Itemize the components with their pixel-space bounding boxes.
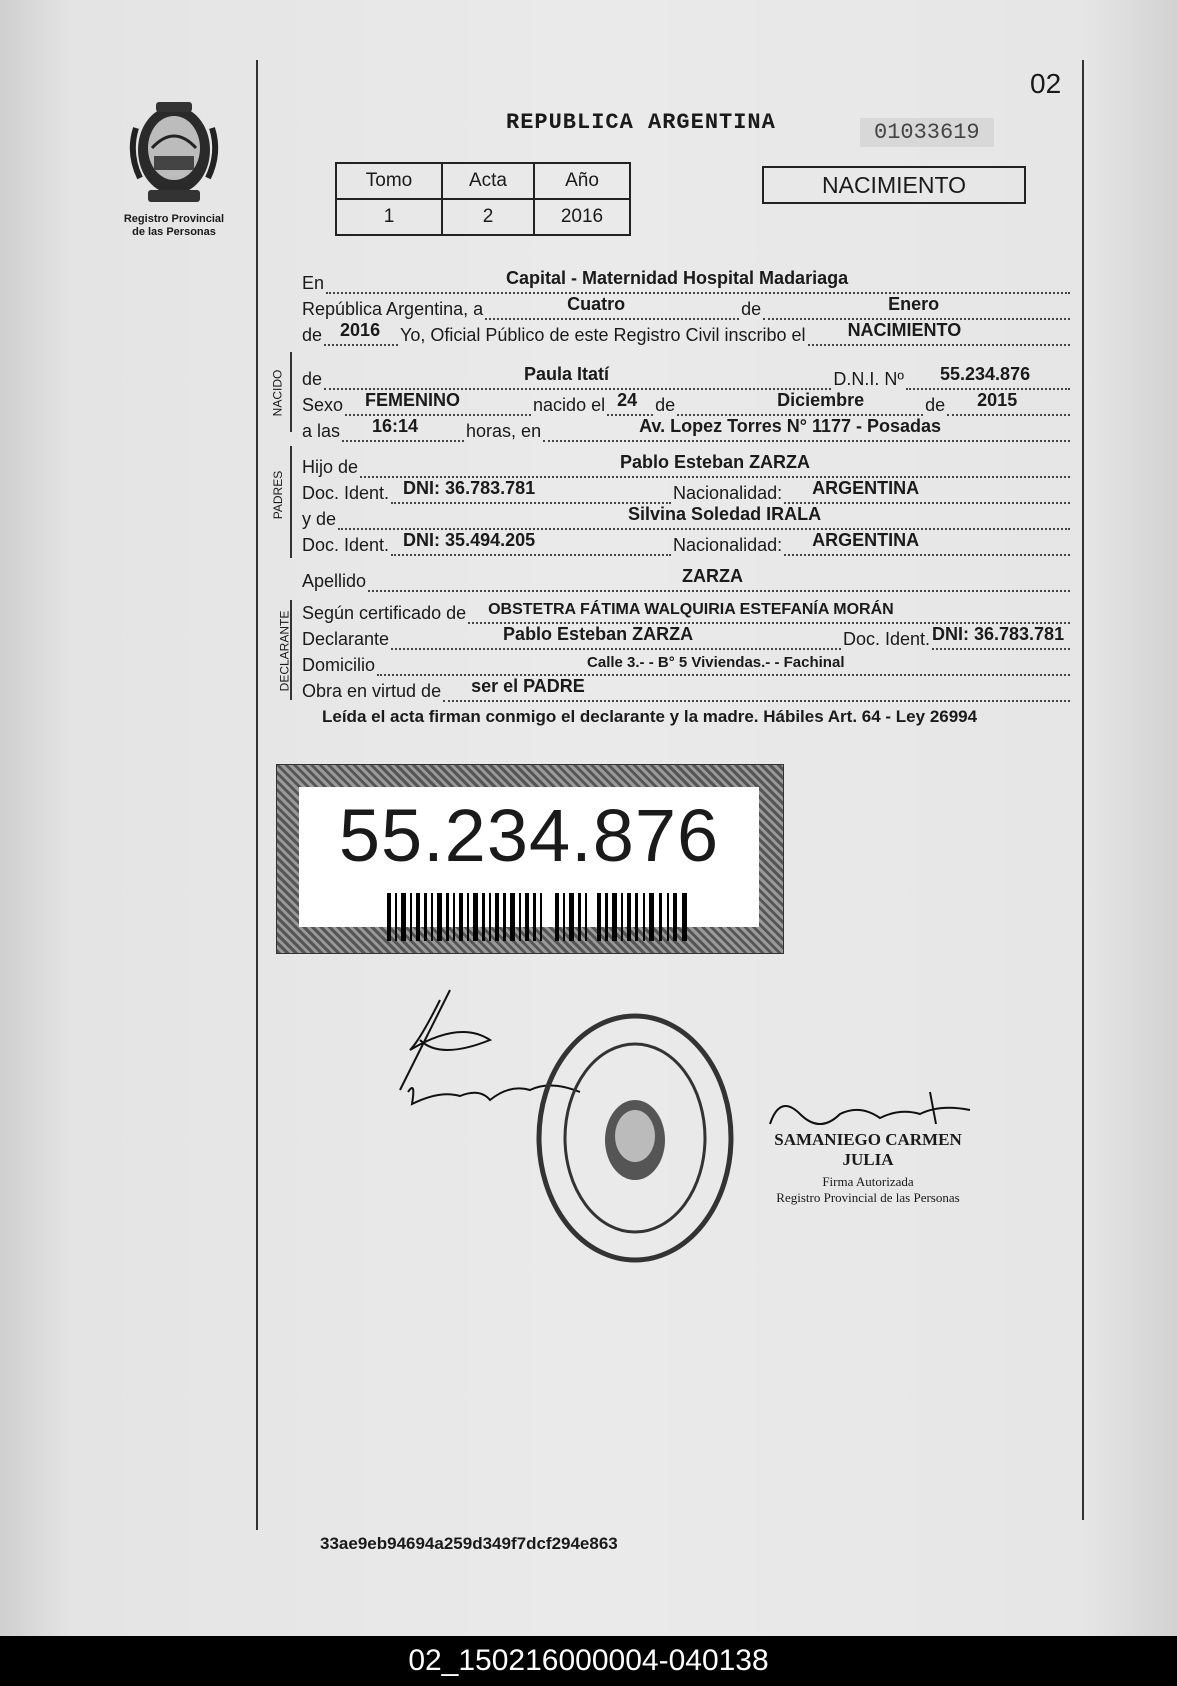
field-domicilio: Domicilio Calle 3.- - B° 5 Viviendas.- - Fachinal: [302, 652, 1072, 676]
record-table-value-row: [336, 199, 630, 235]
side-label-declarante: DECLARANTE: [277, 610, 292, 692]
field-mes-value: Enero: [888, 294, 940, 314]
field-nac-madre-value: ARGENTINA: [812, 530, 920, 550]
field-sexo-nacimiento: Sexo FEMENINO nacido el 24 de Diciembre de 2015: [302, 392, 1072, 416]
closing-text: Leída el acta firman conmigo el declarante y la madre. Hábiles Art. 64 - Ley 26994: [322, 707, 978, 726]
signatory-role: Firma Autorizada: [822, 1174, 914, 1189]
table-header-tomo: Tomo: [336, 163, 442, 199]
field-en: En Capital - Maternidad Hospital Madariaga: [302, 270, 1072, 294]
field-fecha-acta: República Argentina, a Cuatro de Enero: [302, 296, 1072, 320]
signatory-name: SAMANIEGO CARMEN JULIA: [774, 1130, 962, 1169]
field-nombre: de Paula Itatí D.N.I. Nº 55.234.876: [302, 366, 1072, 390]
table-value-acta: 2: [442, 199, 534, 235]
field-mes-nacimiento-value: Diciembre: [777, 390, 865, 410]
logo-caption-line2: de las Personas: [132, 226, 216, 238]
file-name-bar: 02_150216000004-040138: [0, 1636, 1177, 1686]
table-header-acta: Acta: [442, 163, 534, 199]
field-doc-madre: Doc. Ident. DNI: 35.494.205 Nacionalidad: ARGENTINA: [302, 532, 1072, 556]
field-inscripcion: de 2016 Yo, Oficial Público de este Registro Civil inscribo el NACIMIENTO: [302, 322, 1072, 346]
field-sexo-value: FEMENINO: [365, 390, 461, 410]
field-padre-value: Pablo Esteban ZARZA: [620, 452, 811, 472]
field-hora-lugar: a las 16:14 horas, en Av. Lopez Torres N° 1177 - Posadas: [302, 418, 1072, 442]
field-domicilio-value: Calle 3.- - B° 5 Viviendas.- - Fachinal: [587, 654, 845, 671]
field-dia-nacimiento-value: 24: [617, 390, 638, 410]
left-margin-line: [256, 60, 258, 1530]
field-hora-value: 16:14: [372, 416, 419, 436]
table-value-tomo: 1: [336, 199, 442, 235]
barcode-frame: [276, 764, 784, 954]
record-table-header-row: [336, 163, 630, 199]
province-logo: [118, 98, 230, 239]
right-margin-line: [1082, 60, 1084, 1520]
padres-bracket: [290, 446, 292, 558]
field-y-de: y de Silvina Soledad IRALA: [302, 506, 1072, 530]
coat-of-arms-icon: [118, 98, 230, 208]
field-doc-padre-value: DNI: 36.783.781: [403, 478, 536, 498]
field-nombre-value: Paula Itatí: [524, 364, 610, 384]
side-label-padres: PADRES: [271, 470, 286, 520]
logo-caption-line1: Registro Provincial: [123, 213, 225, 225]
country-header: REPUBLICA ARGENTINA: [506, 110, 776, 135]
field-apellido: Apellido ZARZA: [302, 568, 1072, 592]
field-anio-nacimiento-value: 2015: [977, 390, 1018, 410]
barcode-icon: [387, 893, 687, 941]
field-doc-declarante-value: DNI: 36.783.781: [932, 624, 1065, 644]
official-stamp-icon: [530, 1008, 740, 1268]
field-madre-value: Silvina Soledad IRALA: [628, 504, 822, 524]
field-en-value: Capital - Maternidad Hospital Madariaga: [506, 268, 849, 288]
table-header-anio: Año: [534, 163, 630, 199]
field-inscribo-value: NACIMIENTO: [847, 320, 962, 340]
signatory-block: [748, 1130, 988, 1206]
field-apellido-value: ZARZA: [682, 566, 744, 586]
field-certificado: Según certificado de OBSTETRA FÁTIMA WALQUIRIA ESTEFANÍA MORÁN: [302, 600, 1072, 624]
record-type-box: NACIMIENTO: [762, 166, 1026, 204]
field-nac-padre-value: ARGENTINA: [812, 478, 920, 498]
field-dni-value: 55.234.876: [940, 364, 1031, 384]
field-obra-value: ser el PADRE: [471, 676, 585, 696]
table-value-anio: 2016: [534, 199, 630, 235]
field-doc-madre-value: DNI: 35.494.205: [403, 530, 536, 550]
record-table: [335, 162, 631, 236]
document-hash: 33ae9eb94694a259d349f7dcf294e863: [320, 1534, 618, 1553]
serial-number: 01033619: [860, 118, 994, 147]
page-number: 02: [1030, 68, 1062, 99]
side-label-nacido: NACIDO: [270, 369, 285, 417]
field-declarante-value: Pablo Esteban ZARZA: [503, 624, 694, 644]
field-dia-value: Cuatro: [567, 294, 626, 314]
barcode-panel: [299, 787, 759, 927]
field-doc-padre: Doc. Ident. DNI: 36.783.781 Nacionalidad: ARGENTINA: [302, 480, 1072, 504]
field-hijo-de: Hijo de Pablo Esteban ZARZA: [302, 454, 1072, 478]
field-obra: Obra en virtud de ser el PADRE: [302, 678, 1072, 702]
nacido-bracket: [290, 352, 292, 432]
field-lugar-value: Av. Lopez Torres N° 1177 - Posadas: [639, 416, 942, 436]
field-certificado-value: OBSTETRA FÁTIMA WALQUIRIA ESTEFANÍA MORÁN: [488, 601, 894, 618]
barcode-number: 55.234.876: [338, 794, 720, 877]
field-anio-value: 2016: [340, 320, 381, 340]
signatory-office: Registro Provincial de las Personas: [776, 1190, 960, 1205]
field-declarante: Declarante Pablo Esteban ZARZA Doc. Ident. DNI: 36.783.781: [302, 626, 1072, 650]
